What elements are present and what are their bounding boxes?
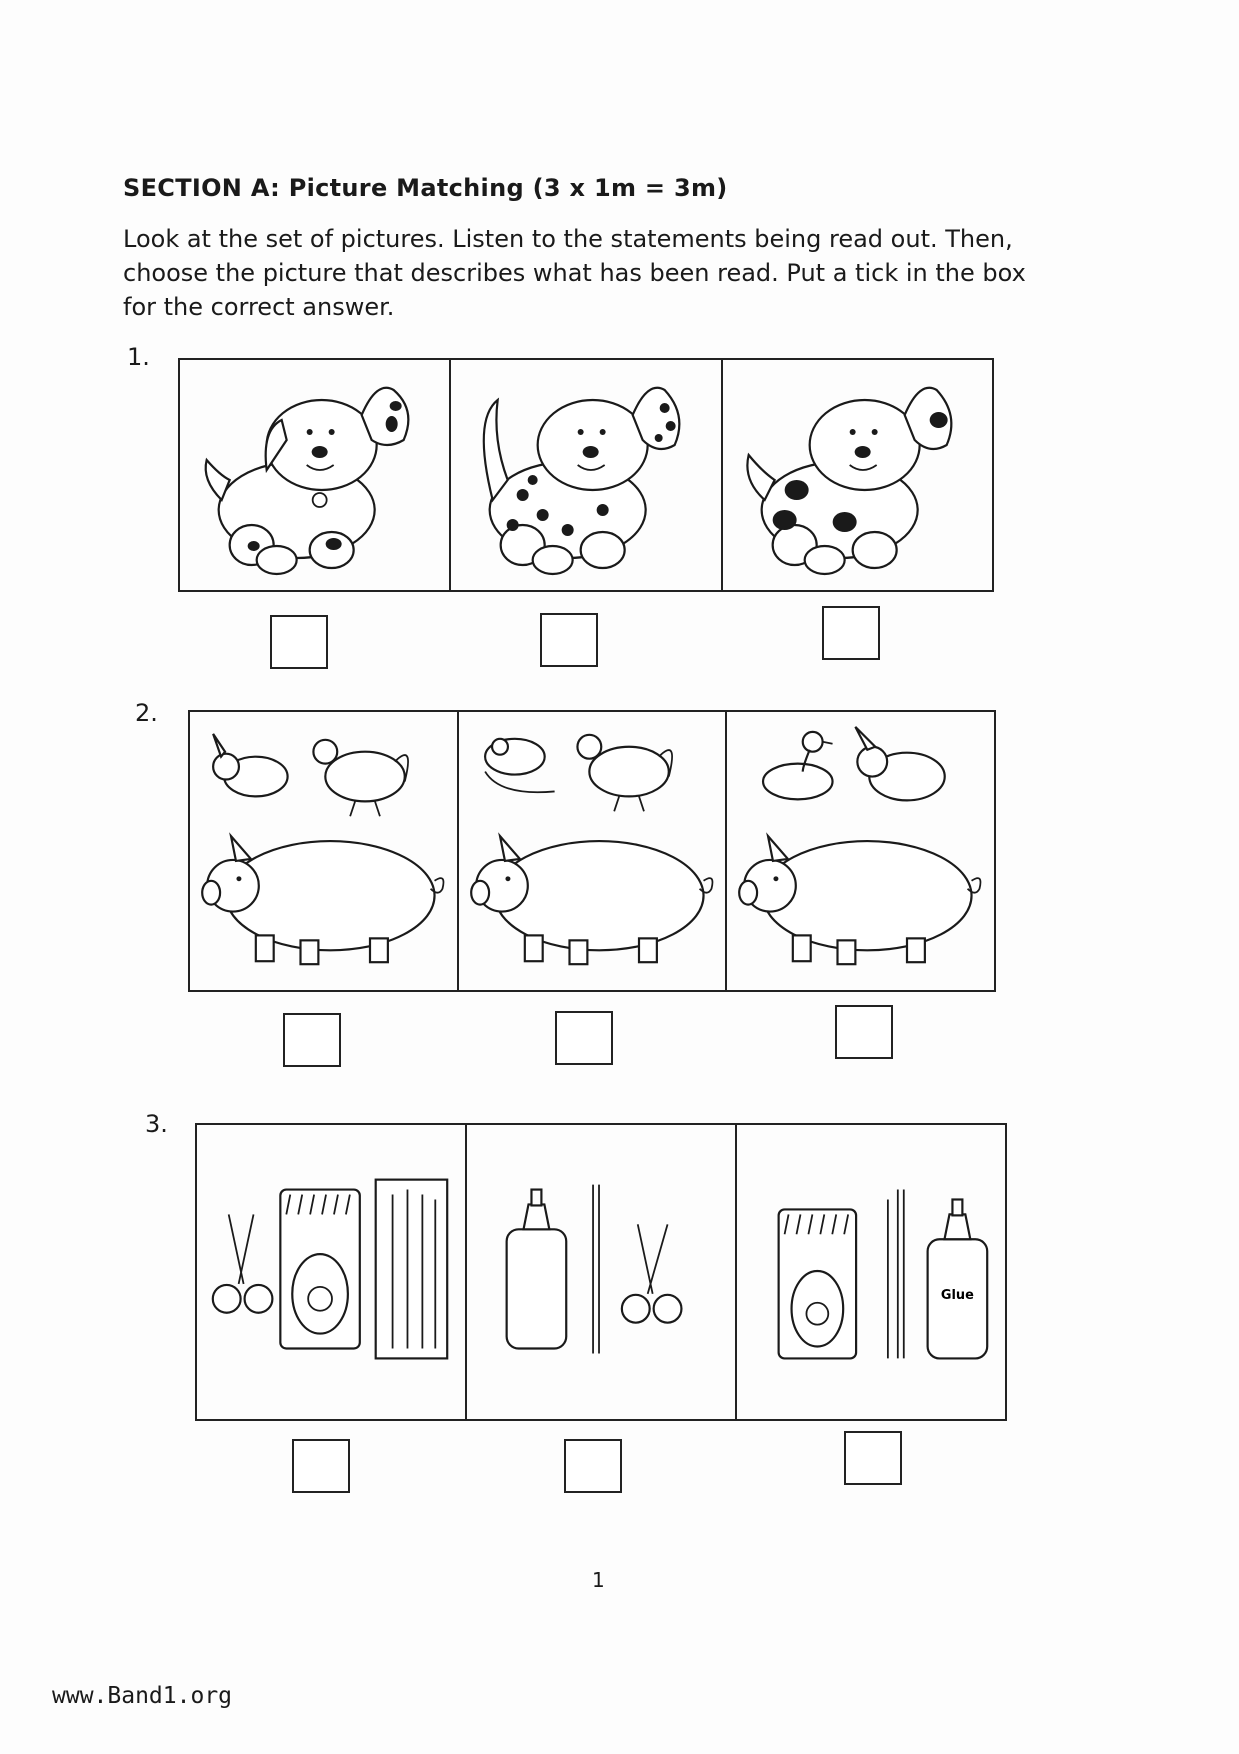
question-2-pictures [188,710,996,992]
dog-with-few-spots-icon [180,360,449,590]
pig-icon [471,836,712,964]
mouse-icon [485,739,555,792]
question-2-number: 2. [135,699,158,727]
question-1-option-b-picture [451,360,722,590]
question-2-option-a-checkbox[interactable] [283,1013,341,1067]
paintbrushes-icon [888,1190,904,1359]
rooster-icon [577,735,672,811]
question-1-option-b-checkbox[interactable] [540,613,598,667]
paintbrushes-icon [376,1180,448,1359]
question-2-option-b-picture [459,712,728,990]
question-3-number: 3. [145,1110,168,1138]
dog-icon [484,388,680,574]
dog-icon [206,388,409,574]
dog-icon [747,388,951,574]
question-2-option-a-picture [190,712,459,990]
question-3-option-c-picture [737,1125,1005,1419]
question-1-pictures [178,358,994,592]
page-number: 1 [592,1568,605,1592]
mouse-rooster-pig-icon [459,712,726,990]
footer-url: www.Band1.org [52,1683,233,1709]
question-3-option-b-checkbox[interactable] [564,1439,622,1493]
instructions-text: Look at the set of pictures. Listen to the statements being read out. Then, choose the picture that describes what has been read. Put a tick in the box for the correct answer. [123,225,1026,321]
crayon-box-icon [280,1190,359,1349]
scissors-icon [213,1214,273,1312]
question-3-option-a-picture [197,1125,467,1419]
glue-label: Glue [940,1287,974,1303]
rabbit-icon [856,727,945,800]
question-3-option-c-checkbox[interactable] [844,1431,902,1485]
question-3-option-b-picture [467,1125,737,1419]
glue-bottle-icon [507,1190,567,1349]
question-3-pictures [195,1123,1007,1421]
pig-icon [740,836,981,964]
crayons-paintbrushes-glue-icon [737,1125,1005,1419]
scissors-icon [622,1224,682,1322]
glue-paintbrush-scissors-icon [467,1125,735,1419]
question-1-option-a-picture [180,360,451,590]
pig-icon [202,836,443,964]
dog-with-large-patches-icon [723,360,992,590]
question-3-option-a-checkbox[interactable] [292,1439,350,1493]
duck-icon [763,732,833,800]
question-2-option-c-checkbox[interactable] [835,1005,893,1059]
dog-with-many-small-spots-icon [451,360,720,590]
glue-bottle-icon [928,1199,988,1358]
question-2-option-b-checkbox[interactable] [555,1011,613,1065]
rooster-icon [313,740,408,816]
duck-rabbit-pig-icon [727,712,994,990]
question-1-option-a-checkbox[interactable] [270,615,328,669]
scissors-crayons-paintbrushes-icon [197,1125,465,1419]
section-heading: SECTION A: Picture Matching (3 x 1m = 3m) [123,174,728,202]
crayon-box-icon [779,1209,856,1358]
question-1-number: 1. [127,343,150,371]
rabbit-rooster-pig-icon [190,712,457,990]
question-2-option-c-picture [727,712,994,990]
question-1-option-c-checkbox[interactable] [822,606,880,660]
question-1-option-c-picture [723,360,992,590]
rabbit-icon [213,734,287,797]
paintbrush-icon [593,1185,599,1354]
